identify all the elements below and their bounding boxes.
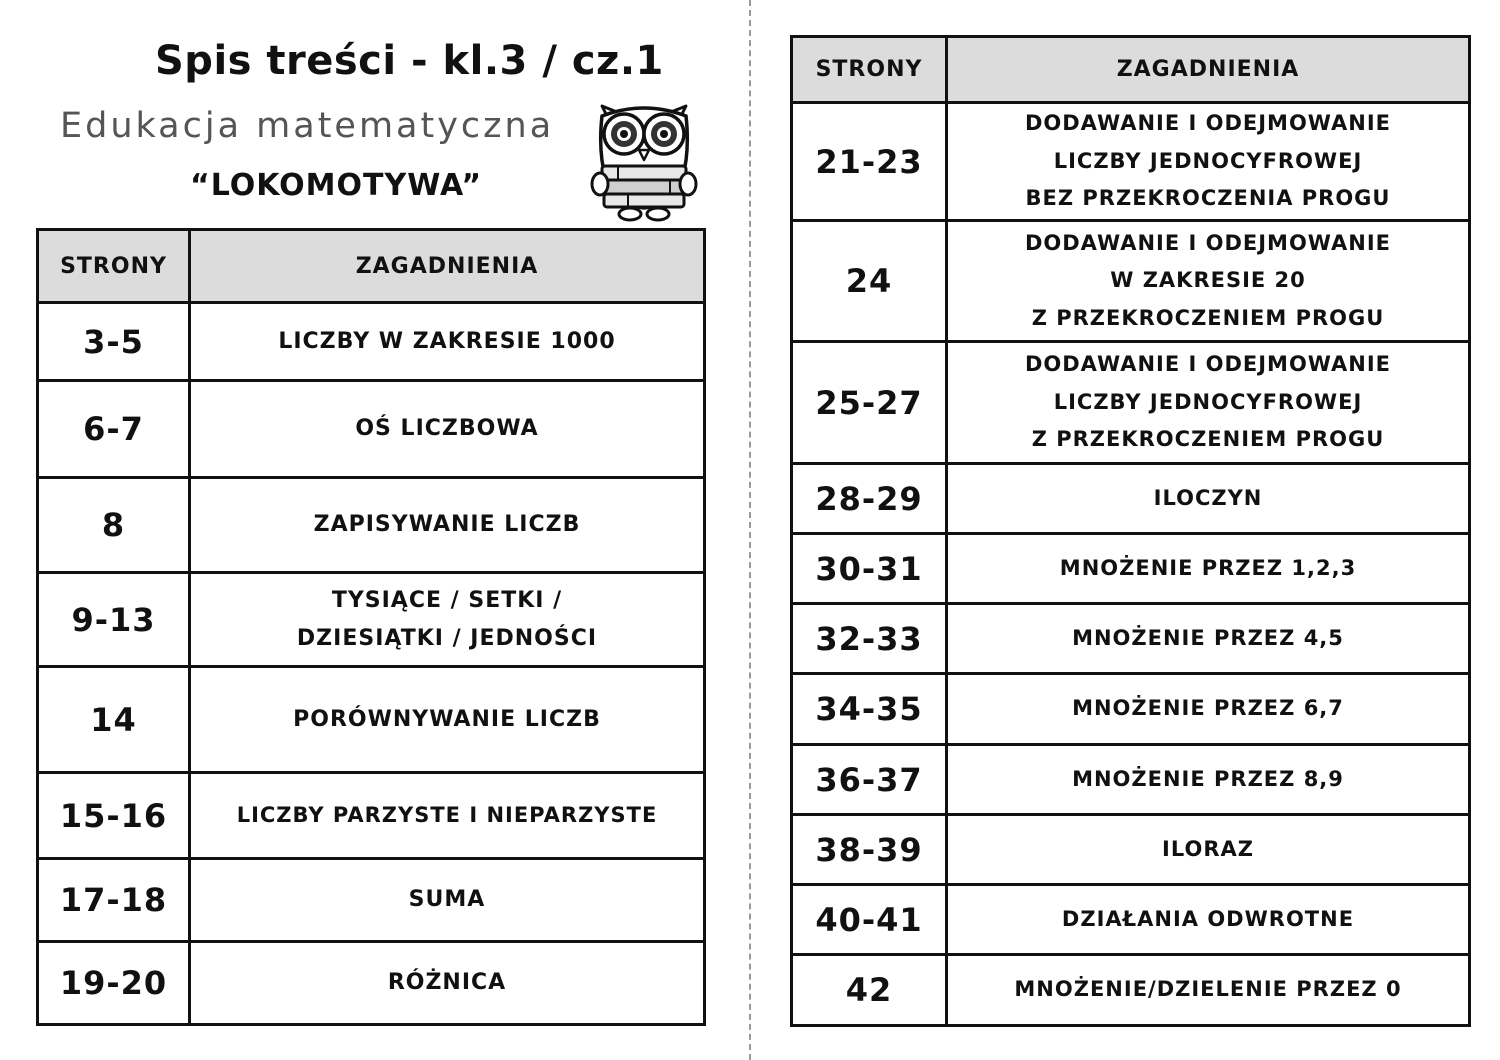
pages-cell: 14 bbox=[38, 667, 190, 773]
table-row bbox=[38, 773, 705, 859]
topic-cell: LICZBY PARZYSTE I NIEPARZYSTE bbox=[190, 773, 705, 859]
toc-table-left bbox=[36, 228, 706, 1026]
topic-cell: RÓŻNICA bbox=[190, 942, 705, 1025]
table-row bbox=[792, 955, 1470, 1026]
topic-cell: MNOŻENIE PRZEZ 8,9 bbox=[947, 745, 1470, 815]
pages-cell: 28-29 bbox=[792, 464, 947, 534]
topic-cell: MNOŻENIE/DZIELENIE PRZEZ 0 bbox=[947, 955, 1470, 1026]
topic-cell: DODAWANIE I ODEJMOWANIE LICZBY JEDNOCYFROWEJ BEZ PRZEKROCZENIA PROGU bbox=[947, 103, 1470, 221]
topic-cell: MNOŻENIE PRZEZ 6,7 bbox=[947, 674, 1470, 745]
table-row bbox=[792, 342, 1470, 464]
table-row bbox=[792, 103, 1470, 221]
table-row bbox=[38, 381, 705, 478]
topic-cell: DODAWANIE I ODEJMOWANIE W ZAKRESIE 20 Z PRZEKROCZENIEM PROGU bbox=[947, 221, 1470, 342]
pages-cell: 17-18 bbox=[38, 859, 190, 942]
table-row bbox=[792, 745, 1470, 815]
table-row bbox=[38, 667, 705, 773]
table-row bbox=[792, 534, 1470, 604]
subject-subtitle: Edukacja matematyczna bbox=[60, 106, 555, 146]
column-header-pages: STRONY bbox=[792, 37, 947, 103]
topic-cell: OŚ LICZBOWA bbox=[190, 381, 705, 478]
pages-cell: 8 bbox=[38, 478, 190, 573]
column-header-topics: ZAGADNIENIA bbox=[190, 230, 705, 303]
topic-cell: DODAWANIE I ODEJMOWANIE LICZBY JEDNOCYFROWEJ Z PRZEKROCZENIEM PROGU bbox=[947, 342, 1470, 464]
table-row bbox=[792, 604, 1470, 674]
table-row bbox=[792, 815, 1470, 885]
topic-cell: SUMA bbox=[190, 859, 705, 942]
topic-cell: MNOŻENIE PRZEZ 4,5 bbox=[947, 604, 1470, 674]
pages-cell: 32-33 bbox=[792, 604, 947, 674]
pages-cell: 30-31 bbox=[792, 534, 947, 604]
pages-cell: 9-13 bbox=[38, 573, 190, 667]
pages-cell: 21-23 bbox=[792, 103, 947, 221]
book-name: “LOKOMOTYWA” bbox=[190, 168, 483, 203]
table-row bbox=[792, 221, 1470, 342]
column-header-topics: ZAGADNIENIA bbox=[947, 37, 1470, 103]
topic-cell: ILOCZYN bbox=[947, 464, 1470, 534]
topic-cell: ILORAZ bbox=[947, 815, 1470, 885]
table-row bbox=[38, 478, 705, 573]
pages-cell: 34-35 bbox=[792, 674, 947, 745]
topic-cell: ZAPISYWANIE LICZB bbox=[190, 478, 705, 573]
pages-cell: 15-16 bbox=[38, 773, 190, 859]
topic-cell: TYSIĄCE / SETKI / DZIESIĄTKI / JEDNOŚCI bbox=[190, 573, 705, 667]
pages-cell: 24 bbox=[792, 221, 947, 342]
table-row bbox=[38, 303, 705, 381]
table-row bbox=[38, 859, 705, 942]
pages-cell: 42 bbox=[792, 955, 947, 1026]
owl-with-books-icon bbox=[588, 92, 700, 224]
page-title: Spis treści - kl.3 / cz.1 bbox=[155, 38, 664, 84]
topic-cell: MNOŻENIE PRZEZ 1,2,3 bbox=[947, 534, 1470, 604]
toc-table-right bbox=[790, 35, 1471, 1027]
pages-cell: 25-27 bbox=[792, 342, 947, 464]
pages-cell: 19-20 bbox=[38, 942, 190, 1025]
pages-cell: 3-5 bbox=[38, 303, 190, 381]
topic-cell: PORÓWNYWANIE LICZB bbox=[190, 667, 705, 773]
table-row bbox=[792, 464, 1470, 534]
pages-cell: 6-7 bbox=[38, 381, 190, 478]
pages-cell: 36-37 bbox=[792, 745, 947, 815]
table-row bbox=[38, 942, 705, 1025]
table-row bbox=[792, 885, 1470, 955]
pages-cell: 40-41 bbox=[792, 885, 947, 955]
column-header-pages: STRONY bbox=[38, 230, 190, 303]
topic-cell: DZIAŁANIA ODWROTNE bbox=[947, 885, 1470, 955]
page-fold-divider bbox=[749, 0, 751, 1060]
table-row bbox=[792, 674, 1470, 745]
pages-cell: 38-39 bbox=[792, 815, 947, 885]
table-row bbox=[38, 573, 705, 667]
topic-cell: LICZBY W ZAKRESIE 1000 bbox=[190, 303, 705, 381]
